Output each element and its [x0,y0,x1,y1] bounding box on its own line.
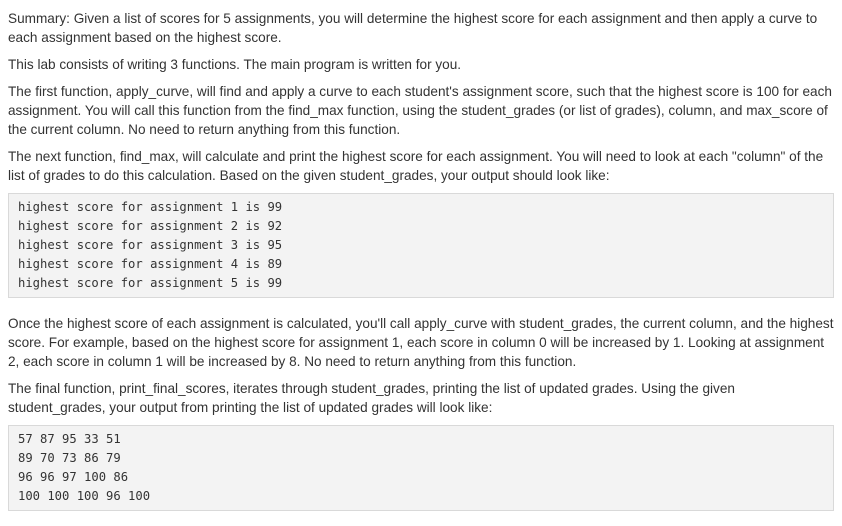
code-line: highest score for assignment 2 is 92 [18,219,283,233]
code-line: highest score for assignment 1 is 99 [18,200,283,214]
code-line: 89 70 73 86 79 [18,451,121,465]
expected-max-output-block [8,193,834,298]
lab-intro-paragraph: This lab consists of writing 3 functions. The main program is written for you. [8,57,462,72]
code-line: highest score for assignment 4 is 89 [18,257,283,271]
code-line: highest score for assignment 3 is 95 [18,238,283,252]
code-line: 96 96 97 100 86 [18,470,129,484]
once-calculated-paragraph: Once the highest score of each assignment is calculated, you'll call apply_curve with student_grades, the current column, and the highest score. For example, based on the highest score for assignment 1, each score in column 0 will be increased by 1. Looking at assignment 2, each score in column 1 will be increased by 8. No need to return anything from this function. [8,316,834,369]
summary-paragraph: Summary: Given a list of scores for 5 assignments, you will determine the highest score for each assignment and then apply a curve to each assignment based on the highest score. [8,11,818,45]
expected-final-scores-block [8,425,834,511]
code-line: 57 87 95 33 51 [18,432,121,446]
final-function-paragraph: The final function, print_final_scores, iterates through student_grades, printing the list of updated grades. Using the given student_grades, your output from printing the list of updated grades will look like: [8,381,735,415]
code-line: 100 100 100 96 100 [18,489,151,503]
code-line: highest score for assignment 5 is 99 [18,276,283,290]
next-function-paragraph: The next function, find_max, will calculate and print the highest score for each assignment. You will need to look at each "column" of the list of grades to do this calculation. Based on the given student_grades, your output should look like: [8,149,824,183]
first-function-paragraph: The first function, apply_curve, will find and apply a curve to each student's assignment score, such that the highest score is 100 for each assignment. You will call this function from the find_max function, using the student_grades (or list of grades), column, and max_score of the current column. No need to return anything from this function. [8,84,832,137]
